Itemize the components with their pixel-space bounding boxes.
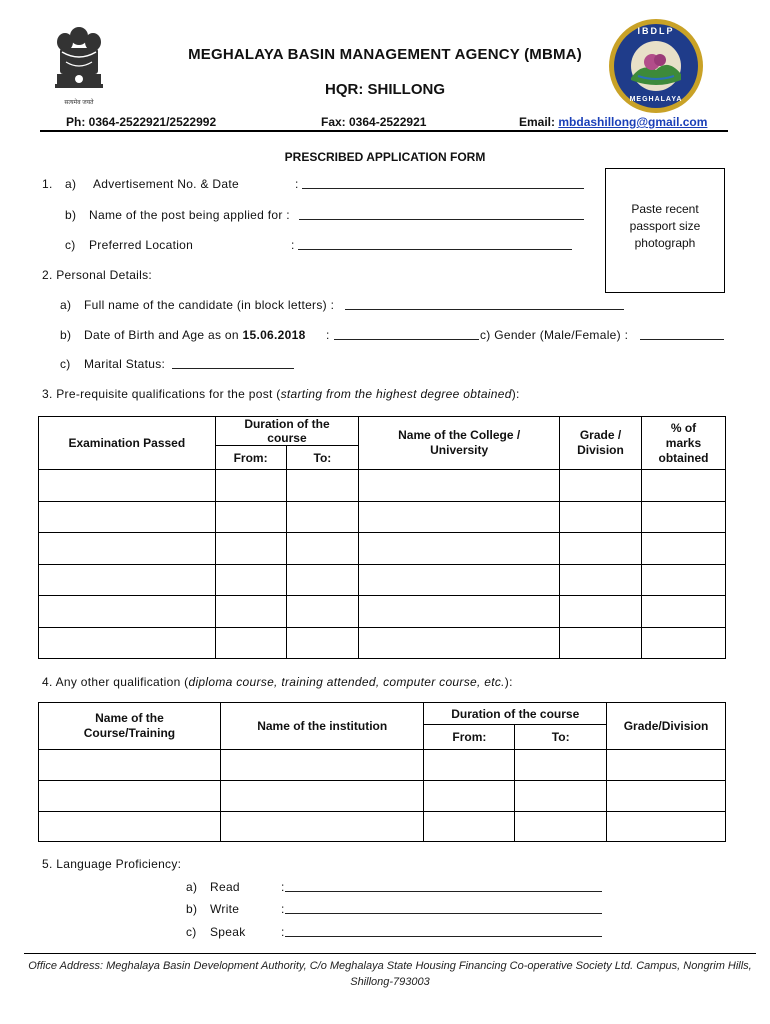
photo-box-line-3: photograph: [634, 236, 696, 250]
q2c-letter: c): [60, 357, 71, 371]
table-row: [39, 502, 726, 533]
table-row: [39, 533, 726, 565]
q1-number: 1.: [42, 177, 53, 191]
col-from-2: From:: [424, 725, 515, 750]
footer-address: Office Address: Meghalaya Basin Development Authority, C/o Meghalaya State Housing Financing Co-operative Society Ltd. Campus, Nongrim Hills,: [28, 960, 752, 972]
write-colon: :: [281, 902, 285, 916]
table-row: [39, 812, 726, 842]
email-contact: [519, 115, 707, 129]
table-row: [39, 596, 726, 628]
q4-italic: diploma course, training attended, computer course, etc.: [188, 675, 505, 689]
col-grade-division: Grade/Division: [607, 703, 726, 750]
preferred-location-field[interactable]: [298, 239, 572, 250]
col-grade: Grade / Division: [560, 417, 642, 470]
marital-status-label: Marital Status:: [84, 357, 166, 371]
q4-prefix: 4. Any other qualification (: [42, 675, 189, 689]
q4-suffix: ):: [504, 675, 513, 689]
write-letter: b): [186, 902, 198, 916]
col-to: To:: [286, 446, 359, 470]
q1c-colon: :: [291, 238, 295, 252]
table-row: [39, 565, 726, 596]
table-row: [39, 628, 726, 659]
email-label: Email:: [519, 115, 556, 129]
speak-colon: :: [281, 925, 285, 939]
table-row: [39, 781, 726, 812]
write-label: Write: [210, 902, 240, 916]
footer-divider: [24, 953, 756, 954]
q2b-date: 15.06.2018: [242, 328, 306, 342]
col-examination-passed: Examination Passed: [39, 417, 216, 470]
photo-box-line-1: Paste recent: [631, 202, 699, 216]
photo-box[interactable]: [605, 168, 725, 293]
form-title: PRESCRIBED APPLICATION FORM: [284, 150, 486, 164]
q3-prefix: 3. Pre-requisite qualifications for the post (: [42, 387, 281, 401]
gender-label: c) Gender (Male/Female) :: [480, 328, 629, 342]
header-divider: [40, 130, 728, 132]
read-letter: a): [186, 880, 198, 894]
phone-number: Ph: 0364-2522921/2522992: [66, 115, 217, 129]
q2b-colon: :: [326, 328, 330, 342]
footer-address-city: Shillong-793003: [350, 976, 430, 988]
ibdlp-seal-logo: [608, 18, 704, 114]
q2b-label-text: Date of Birth and Age as on: [84, 328, 243, 342]
q3-italic: starting from the highest degree obtained: [280, 387, 512, 401]
q1b-label: Name of the post being applied for :: [89, 208, 290, 222]
table-row: [39, 750, 726, 781]
q1c-letter: c): [65, 238, 76, 252]
read-colon: :: [281, 880, 285, 894]
q4-heading: [42, 675, 513, 689]
col-course-training: Name of the Course/Training: [39, 703, 221, 750]
seal-text-bottom: MEGHALAYA: [629, 96, 683, 103]
q2-heading: 2. Personal Details:: [42, 268, 153, 282]
hq-location: HQR: SHILLONG: [325, 81, 445, 98]
post-applied-field[interactable]: [299, 209, 584, 220]
q2b-letter: b): [60, 328, 72, 342]
gender-field[interactable]: [640, 329, 724, 340]
read-field[interactable]: [285, 881, 602, 892]
read-label: Read: [210, 880, 240, 894]
col-marks: % of marks obtained: [641, 417, 725, 470]
q2a-letter: a): [60, 298, 72, 312]
table-row: [39, 470, 726, 502]
speak-label: Speak: [210, 925, 246, 939]
write-field[interactable]: [285, 903, 602, 914]
q1b-letter: b): [65, 208, 77, 222]
q5-heading: 5. Language Proficiency:: [42, 857, 182, 871]
q1a-letter: a): [65, 177, 77, 191]
q1c-label: Preferred Location: [89, 238, 194, 252]
advertisement-field[interactable]: [302, 178, 584, 189]
q1a-colon: :: [295, 177, 299, 191]
q1a-label: Advertisement No. & Date: [93, 177, 239, 191]
speak-field[interactable]: [285, 926, 602, 937]
qualifications-table: [38, 416, 726, 659]
col-to-2: To:: [515, 725, 607, 750]
col-duration: Duration of the course: [215, 417, 359, 446]
emblem-motto: सत्यमेव जयते: [64, 100, 94, 106]
q3-suffix: ):: [511, 387, 520, 401]
dob-age-field[interactable]: [334, 329, 479, 340]
col-duration-2: Duration of the course: [424, 703, 607, 725]
email-link[interactable]: mbdashillong@gmail.com: [558, 115, 708, 129]
col-institution: Name of the institution: [220, 703, 424, 750]
q3-heading: [42, 387, 520, 401]
photo-box-line-2: passport size: [629, 219, 701, 233]
marital-status-field[interactable]: [172, 358, 294, 369]
full-name-field[interactable]: [345, 299, 624, 310]
q2a-label: Full name of the candidate (in block letters) :: [84, 298, 335, 312]
q2b-label: [84, 328, 306, 342]
fax-number: Fax: 0364-2522921: [321, 115, 427, 129]
other-qualifications-table: [38, 702, 726, 842]
seal-text-top: IBDLP: [637, 26, 675, 36]
col-from: From:: [215, 446, 286, 470]
org-name: MEGHALAYA BASIN MANAGEMENT AGENCY (MBMA): [188, 46, 582, 63]
speak-letter: c): [186, 925, 197, 939]
col-college: Name of the College / University: [359, 417, 560, 470]
